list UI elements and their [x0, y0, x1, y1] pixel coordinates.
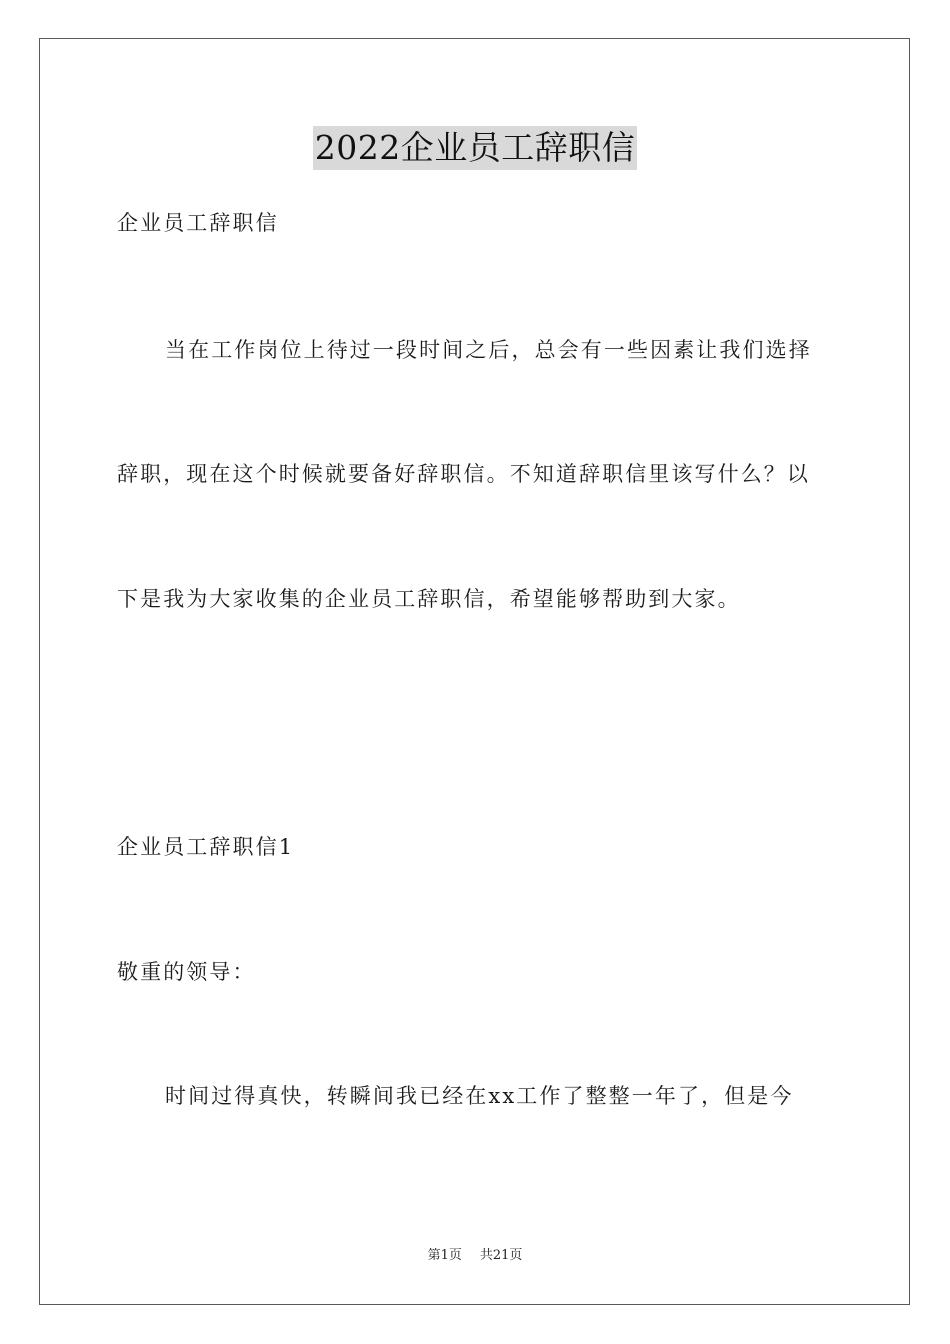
salutation: 敬重的领导： [117, 960, 256, 984]
paragraph-line: 辞职，现在这个时候就要备好辞职信。不知道辞职信里该写什么？以 [117, 462, 810, 486]
page-total: 共21页 [479, 1248, 523, 1263]
paragraph-line: 时间过得真快，转瞬间我已经在xx工作了整整一年了，但是今 [165, 1084, 794, 1108]
title-container [0, 126, 950, 170]
subtitle-line: 企业员工辞职信 [117, 211, 279, 235]
page-number: 第1页 [427, 1248, 462, 1263]
section-heading: 企业员工辞职信1 [117, 835, 295, 859]
paragraph-line: 当在工作岗位上待过一段时间之后，总会有一些因素让我们选择 [165, 338, 812, 362]
page-footer [0, 1247, 950, 1265]
document-title: 2022企业员工辞职信 [313, 126, 637, 170]
paragraph-line: 下是我为大家收集的企业员工辞职信，希望能够帮助到大家。 [117, 587, 741, 611]
